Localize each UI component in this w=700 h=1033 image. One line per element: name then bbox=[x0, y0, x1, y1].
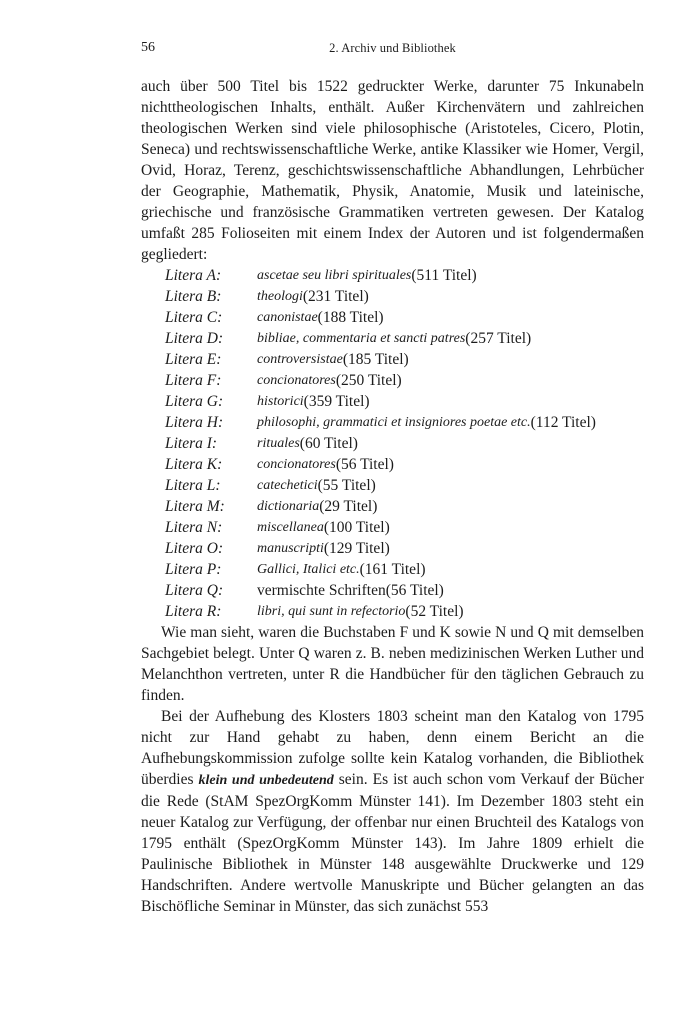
catalog-entry bbox=[141, 559, 644, 580]
catalog-entry bbox=[141, 286, 644, 307]
catalog-subject: catechetici bbox=[257, 478, 318, 493]
catalog-letter: Litera H: bbox=[165, 414, 224, 431]
catalog-letter: Litera P: bbox=[165, 561, 222, 578]
catalog-subject: philosophi, grammatici et insigniores poetae etc. bbox=[257, 415, 531, 430]
catalog-subject: bibliae, commentaria et sancti patres bbox=[257, 331, 466, 346]
catalog-letter: Litera K: bbox=[165, 456, 223, 473]
catalog-entry bbox=[141, 370, 644, 391]
catalog-subject: concionatores bbox=[257, 457, 336, 472]
quoted-emphasis: klein und unbedeutend bbox=[198, 773, 334, 788]
catalog-subject: canonistae bbox=[257, 310, 318, 325]
catalog-subject: ascetae seu libri spirituales bbox=[257, 268, 412, 283]
catalog-entry bbox=[141, 412, 644, 433]
catalog-letter: Litera B: bbox=[165, 288, 222, 305]
catalog-entry bbox=[141, 454, 644, 475]
paragraph-letters: Wie man sieht, waren die Buchstaben F und K sowie N und Q mit demselben Sachgebiet belegt. Unter Q waren z. B. neben medizinischen Werken Luther und Melanchthon vertreten, unter R die Handbücher für den täglichen Gebrauch zu finden. bbox=[141, 624, 644, 704]
paragraph-dissolution bbox=[141, 706, 644, 917]
catalog-letter: Litera E: bbox=[165, 351, 222, 368]
catalog-letter: Litera C: bbox=[165, 309, 223, 326]
catalog-subject: Gallici, Italici etc. bbox=[257, 562, 360, 577]
catalog-count: (60 Titel) bbox=[299, 435, 358, 452]
paragraph-dissolution-start: Bei der Aufhebung des Klosters 1803 scheint man den Katalog von 1795 nicht zur Hand gehabt zu haben, denn einem Bericht an die Aufhebungskommission zufolge sollte kein Katalog vorhanden, die Bibliothek überdies bbox=[141, 708, 644, 788]
catalog-subject: vermischte Schriften bbox=[257, 582, 386, 599]
catalog-count: (257 Titel) bbox=[465, 330, 532, 347]
catalog-subject: theologi bbox=[257, 289, 303, 304]
catalog-entry bbox=[141, 601, 644, 622]
catalog-count: (112 Titel) bbox=[530, 414, 596, 431]
catalog-letter: Litera D: bbox=[165, 330, 224, 347]
paragraph-dissolution-end: sein. Es ist auch schon vom Verkauf der Bücher die Rede (StAM SpezOrgKomm Münster 141). Im Dezember 1803 steht ein neuer Katalog zur Verfügung, der offenbar nur einen Bruchteil des Katalogs von 1795 enthält (SpezOrgKomm Münster 143). Im Jahre 1809 erhielt die Paulinische Bibliothek in Münster 148 ausgewählte Druckwerke und 129 Handschriften. Andere wertvolle Manuskripte und Bücher gelangten an das Bischöfliche Seminar in Münster, das sich zunächst 553 bbox=[141, 771, 645, 915]
running-title: 2. Archiv und Bibliothek bbox=[329, 41, 456, 55]
catalog-count: (511 Titel) bbox=[411, 267, 477, 284]
catalog-letter: Litera I: bbox=[165, 435, 218, 452]
catalog-list bbox=[141, 265, 644, 622]
catalog-subject: historici bbox=[257, 394, 304, 409]
catalog-count: (359 Titel) bbox=[303, 393, 370, 410]
catalog-count: (100 Titel) bbox=[323, 519, 390, 536]
catalog-entry bbox=[141, 433, 644, 454]
catalog-letter: Litera R: bbox=[165, 603, 222, 620]
catalog-count: (188 Titel) bbox=[317, 309, 384, 326]
catalog-letter: Litera L: bbox=[165, 477, 221, 494]
catalog-count: (129 Titel) bbox=[323, 540, 390, 557]
catalog-count: (185 Titel) bbox=[342, 351, 409, 368]
catalog-entry bbox=[141, 391, 644, 412]
catalog-subject: controversistae bbox=[257, 352, 343, 367]
catalog-entry bbox=[141, 349, 644, 370]
catalog-letter: Litera A: bbox=[165, 267, 222, 284]
catalog-letter: Litera G: bbox=[165, 393, 224, 410]
page-number: 56 bbox=[141, 40, 155, 55]
catalog-count: (55 Titel) bbox=[317, 477, 376, 494]
catalog-count: (52 Titel) bbox=[405, 603, 464, 620]
catalog-count: (231 Titel) bbox=[302, 288, 369, 305]
body-text bbox=[141, 76, 644, 917]
catalog-subject: miscellanea bbox=[257, 520, 324, 535]
catalog-count: (56 Titel) bbox=[335, 456, 394, 473]
catalog-entry bbox=[141, 496, 644, 517]
catalog-subject: rituales bbox=[257, 436, 300, 451]
catalog-letter: Litera M: bbox=[165, 498, 225, 515]
catalog-letter: Litera F: bbox=[165, 372, 222, 389]
catalog-entry bbox=[141, 475, 644, 496]
catalog-letter: Litera O: bbox=[165, 540, 224, 557]
catalog-count: (56 Titel) bbox=[385, 582, 444, 599]
catalog-entry bbox=[141, 307, 644, 328]
intro-paragraph: auch über 500 Titel bis 1522 gedruckter Werke, darunter 75 Inkunabeln nichttheologischen Inhalts, enthält. Außer Kirchenvätern und zahlreichen theologischen Werken sind viele philosophische (Aristoteles, Cicero, Plotin, Seneca) und rechtswissenschaftliche Werke, antike Klassiker wie Homer, Vergil, Ovid, Horaz, Terenz, geschichtswissenschaftliche Abhandlungen, Lehrbücher der Geographie, Mathematik, Physik, Anatomie, Musik und lateinische, griechische und französische Grammatiken vertreten gewesen. Der Katalog umfaßt 285 Folioseiten mit einem Index der Autoren und ist folgendermaßen gegliedert: bbox=[141, 78, 644, 263]
catalog-letter: Litera Q: bbox=[165, 582, 224, 599]
catalog-subject: manuscripti bbox=[257, 541, 324, 556]
catalog-entry bbox=[141, 328, 644, 349]
catalog-subject: libri, qui sunt in refectorio bbox=[257, 604, 406, 619]
catalog-count: (29 Titel) bbox=[319, 498, 378, 515]
book-page bbox=[141, 40, 644, 917]
catalog-count: (250 Titel) bbox=[335, 372, 402, 389]
catalog-entry bbox=[141, 265, 644, 286]
catalog-entry bbox=[141, 580, 644, 601]
catalog-entry bbox=[141, 538, 644, 559]
catalog-entry bbox=[141, 517, 644, 538]
catalog-count: (161 Titel) bbox=[359, 561, 426, 578]
running-head bbox=[141, 40, 644, 62]
catalog-letter: Litera N: bbox=[165, 519, 223, 536]
catalog-subject: concionatores bbox=[257, 373, 336, 388]
catalog-subject: dictionaria bbox=[257, 499, 320, 514]
